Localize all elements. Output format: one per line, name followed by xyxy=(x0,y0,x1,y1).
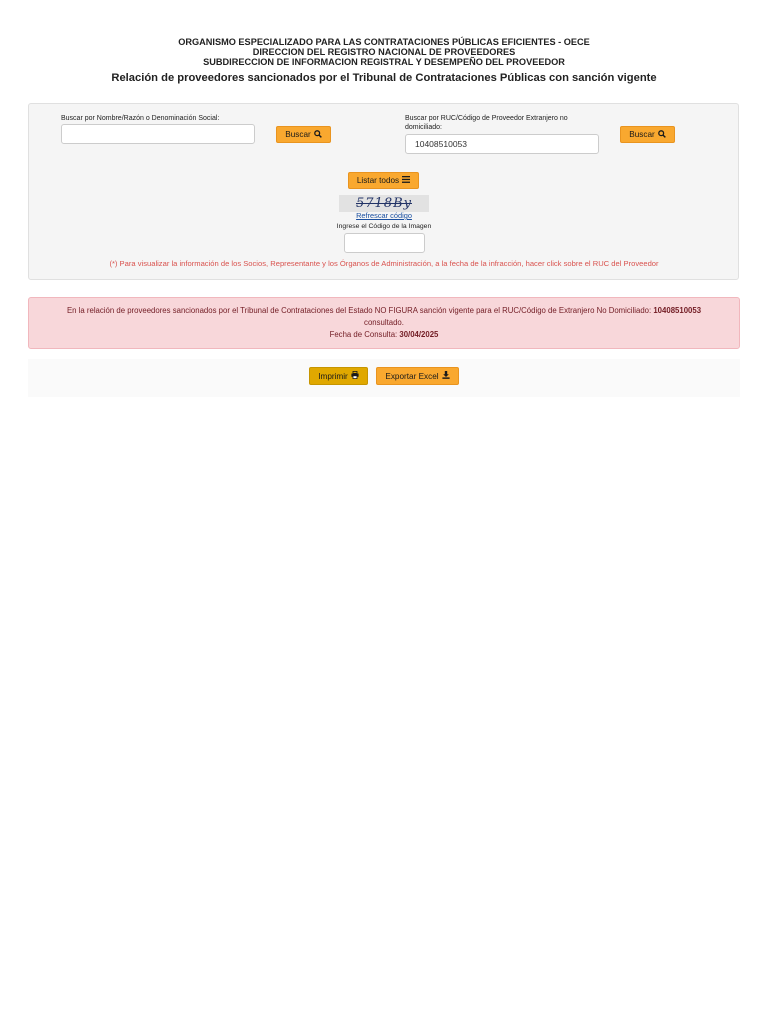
name-search-button[interactable] xyxy=(276,126,331,143)
ruc-search-label: Buscar por RUC/Código de Proveedor Extranjero no domiciliado: xyxy=(405,115,568,131)
list-all-button[interactable] xyxy=(348,172,419,189)
refresh-captcha-link[interactable]: Refrescar código xyxy=(356,211,412,220)
export-excel-button-label: Exportar Excel xyxy=(385,371,439,381)
list-icon xyxy=(402,176,410,185)
ruc-search-input[interactable]: 10408510053 xyxy=(405,134,599,154)
page-title: Relación de proveedores sancionados por el Tribunal de Contrataciones Públicas con sanción vigente xyxy=(111,72,657,84)
alert-message: En la relación de proveedores sancionados por el Tribunal de Contrataciones del Estado NO FIGURA sanción vigente para el RUC/Código de Extranjero No Domiciliado: xyxy=(66,306,652,315)
export-excel-button[interactable] xyxy=(376,367,459,385)
alert-date-line xyxy=(29,330,739,339)
name-search-input[interactable] xyxy=(61,124,255,144)
name-search-button-label: Buscar xyxy=(285,130,311,139)
ruc-search-button[interactable] xyxy=(620,126,675,143)
result-alert xyxy=(28,297,740,349)
print-icon xyxy=(351,371,359,381)
print-button[interactable] xyxy=(309,367,368,385)
info-note: (*) Para visualizar la información de los Socios, Representante y los Órganos de Administración, a la fecha de la infracción, hacer click sobre el RUC del Proveedor xyxy=(109,259,659,268)
directorate-name: DIRECCION DEL REGISTRO NACIONAL DE PROVEEDORES xyxy=(252,47,516,57)
alert-date-label: Fecha de Consulta: xyxy=(329,330,398,339)
alert-message-line xyxy=(29,306,739,315)
alert-consulted: consultado. xyxy=(364,318,404,327)
captcha-input[interactable] xyxy=(344,233,425,253)
captcha-image: 5718By xyxy=(339,195,429,212)
list-all-button-label: Listar todos xyxy=(356,176,400,185)
print-button-label: Imprimir xyxy=(318,371,348,381)
subdirectorate-name: SUBDIRECCION DE INFORMACION REGISTRAL Y DESEMPEÑO DEL PROVEEDOR xyxy=(203,57,565,67)
search-icon xyxy=(314,130,322,140)
search-icon xyxy=(658,130,666,140)
ruc-search-button-label: Buscar xyxy=(629,130,655,139)
alert-date: 30/04/2025 xyxy=(399,330,439,339)
name-search-label: Buscar por Nombre/Razón o Denominación Social: xyxy=(61,115,220,122)
captcha-input-label: Ingrese el Código de la Imagen xyxy=(336,223,432,230)
download-icon xyxy=(442,371,450,381)
agency-name: ORGANISMO ESPECIALIZADO PARA LAS CONTRATACIONES PÚBLICAS EFICIENTES - OECE xyxy=(178,37,590,47)
alert-ruc: 10408510053 xyxy=(653,306,702,315)
